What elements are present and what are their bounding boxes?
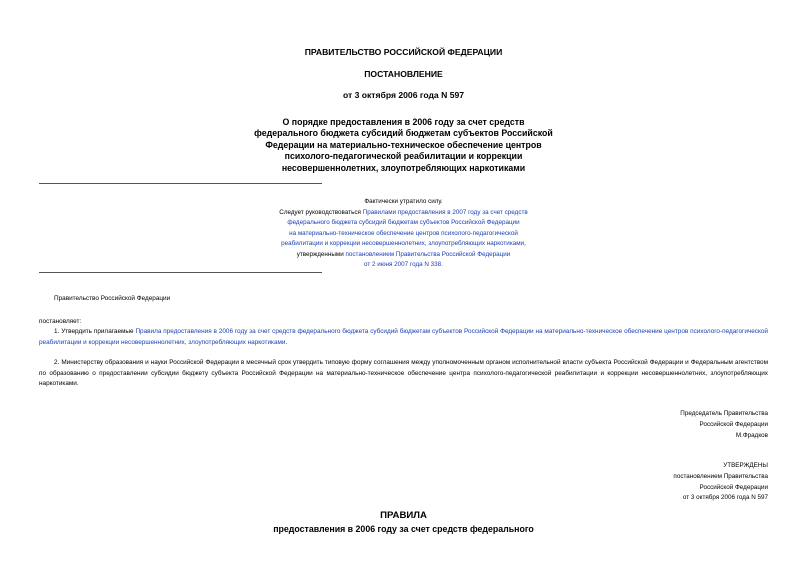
title-line: психолого-педагогической реабилитации и коррекции [284,151,523,162]
rules-subheading: предоставления в 2006 году за счет средств федерального [273,524,534,534]
clause-text: . [285,338,288,346]
clause-text: 1. Утвердить прилагаемые [54,328,136,335]
signature-line: М.Фрадков [735,431,768,439]
rules-heading: ПРАВИЛА [380,510,427,521]
clause-2: 2. Министерству образования и науки Российской Федерации в месячный срок утвердить типовую форму соглашения между уполномоченным органом исполнительной власти субъекта Российской Федерации и Федеральным агентством по образованию о предоставлении субсидии бюджету субъекта Российской Федерации на материально-техническое обеспечение центра психолого-педагогической реабилитации и коррекции несовершеннолетних, злоупотребляющих наркотиками. [39,359,768,387]
approval-line: УТВЕРЖДЕНЫ [723,462,768,469]
rules-2007-link[interactable]: на материально-техническое обеспечение центров психолого-педагогической [289,229,518,237]
title-line: федерального бюджета субсидий бюджетам субъектов Российской [254,128,553,139]
rules-2007-link[interactable]: Правилами предоставления в 2007 году за счет средств [362,208,528,216]
approval-line: Российской Федерации [699,483,768,491]
approval-line: от 3 октября 2006 года N 597 [682,494,768,502]
rules-2006-link[interactable]: Правила предоставления в 2006 году за счет средств федерального бюджета субсидий бюджетам субъектов Российской Федерации на материально-техническое обеспечение центров психолого-педагогической реабилитации и коррекции несовершеннолетних, злоупотребляющих наркотиками [39,328,768,346]
divider-top [39,183,322,184]
decree-338-link[interactable]: постановлением Правительства Российской Федерации [345,250,511,258]
rules-2007-link[interactable]: реабилитации и коррекции несовершеннолетних, злоупотребляющих наркотиками, [281,240,526,247]
document-type: ПОСТАНОВЛЕНИЕ [364,69,443,79]
signature-line: Председатель Правительства [680,410,768,417]
preamble: Правительство Российской Федерации [54,295,171,302]
rules-2007-link[interactable]: федерального бюджета субсидий бюджетам субъектов Российской Федерации [287,219,520,226]
approval-line: постановлением Правительства [673,472,768,480]
document-date-number: от 3 октября 2006 года N 597 [342,90,465,100]
approval-block [673,461,768,504]
status-line [210,208,597,219]
signature-block [680,409,768,441]
status-text: Следует руководствоваться [279,208,363,216]
document-title [180,117,627,174]
status-line [210,229,597,240]
status-line [210,218,597,229]
signature-line: Российской Федерации [699,420,768,428]
status-line [210,239,597,250]
title-line: несовершеннолетних, злоупотребляющих наркотиками [281,162,526,173]
title-line: Федерации на материально-техническое обеспечение центров [265,139,542,150]
clause-1 [39,327,768,348]
divider-bottom [39,272,322,273]
status-line [210,250,597,261]
title-line: О порядке предоставления в 2006 году за счет средств [282,117,525,127]
status-line: Фактически утратило силу. [364,198,443,205]
government-heading: ПРАВИТЕЛЬСТВО РОССИЙСКОЙ ФЕДЕРАЦИИ [304,47,503,57]
status-note [210,197,597,271]
status-line [210,260,597,271]
status-text: утвержденными [296,250,346,258]
resolution-verb: постановляет: [39,318,82,325]
decree-338-link[interactable]: от 2 июня 2007 года N 338. [364,261,443,268]
